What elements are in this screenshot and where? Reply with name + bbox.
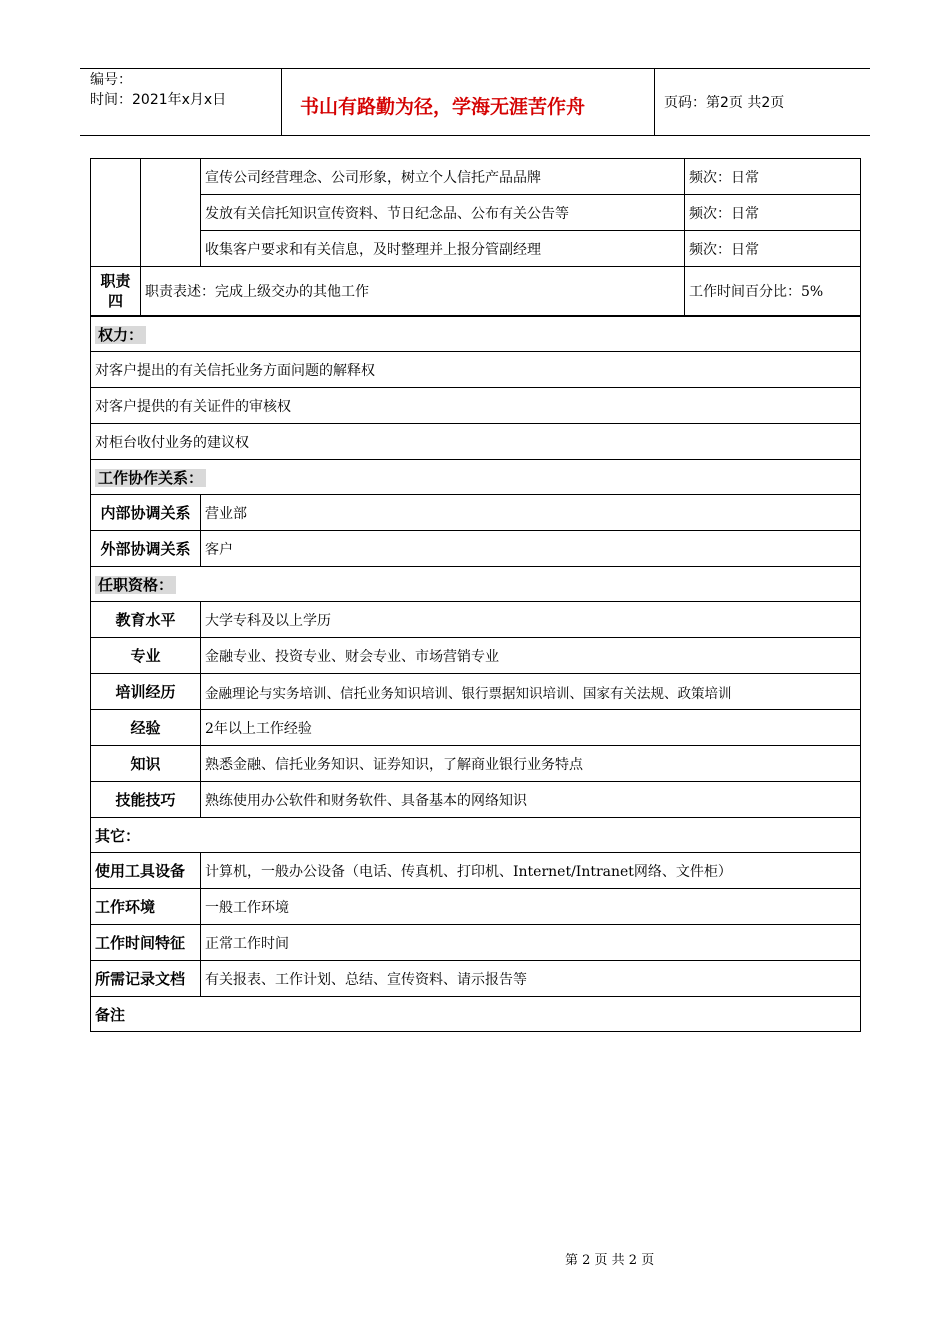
qualification-value: 熟练使用办公软件和财务软件、具备基本的网络知识 [201,782,861,818]
qualification-label: 技能技巧 [91,782,201,818]
duty-frequency: 频次：日常 [685,195,861,231]
authority-item: 对客户提出的有关信托业务方面问题的解释权 [91,352,861,388]
cooperation-value: 营业部 [201,495,861,531]
qualification-section-header [91,567,861,602]
header-number-label: 编号： [90,72,132,88]
header-top-rule [80,68,870,69]
page-footer: 第 2 页 共 2 页 [565,1253,655,1268]
qualification-title: 任职资格： [95,576,176,594]
duty-item: 发放有关信托知识宣传资料、节日纪念品、公布有关公告等 [201,195,685,231]
duties-table [90,158,861,316]
duty-item: 收集客户要求和有关信息，及时整理并上报分管副经理 [201,231,685,267]
qualification-value: 大学专科及以上学历 [201,602,861,638]
header-divider [654,68,655,135]
qualification-value: 熟悉金融、信托业务知识、证券知识，了解商业银行业务特点 [201,746,861,782]
authority-item: 对柜台收付业务的建议权 [91,424,861,460]
qualification-value: 2年以上工作经验 [201,710,861,746]
qualification-label: 专业 [91,638,201,674]
qualification-value: 金融专业、投资专业、财会专业、市场营销专业 [201,638,861,674]
duty-four-time: 工作时间百分比：5% [685,267,861,316]
duty-frequency: 频次：日常 [685,231,861,267]
cooperation-title: 工作协作关系： [95,469,206,487]
duty-frequency: 频次：日常 [685,159,861,195]
header-divider [281,68,282,135]
cooperation-label: 内部协调关系 [91,495,201,531]
duty-four-description: 职责表述：完成上级交办的其他工作 [141,267,685,316]
other-label: 工作时间特征 [91,925,201,961]
other-label: 工作环境 [91,889,201,925]
other-title: 其它： [95,826,141,845]
header-motto: 书山有路勤为径，学海无涯苦作舟 [300,96,586,118]
other-value: 计算机，一般办公设备（电话、传真机、打印机、Internet/Intranet网络、文件柜） [201,853,861,889]
other-value: 正常工作时间 [201,925,861,961]
header-bottom-rule [80,135,870,136]
authority-title: 权力： [95,326,146,344]
header-time-label: 时间：2021年x月x日 [90,92,227,108]
header-page-label: 页码：第2页 共2页 [664,95,785,111]
duty-label-cell [91,159,141,267]
authority-item: 对客户提供的有关证件的审核权 [91,388,861,424]
duty-four-label-line2: 四 [107,292,123,310]
other-label: 所需记录文档 [91,961,201,997]
other-label: 使用工具设备 [91,853,201,889]
duty-empty-cell [141,159,201,267]
duty-four-label [91,267,141,316]
qualification-value: 金融理论与实务培训、信托业务知识培训、银行票据知识培训、国家有关法规、政策培训 [201,674,861,710]
cooperation-section-header [91,460,861,495]
qualification-label: 经验 [91,710,201,746]
duty-item: 宣传公司经营理念、公司形象，树立个人信托产品品牌 [201,159,685,195]
cooperation-label: 外部协调关系 [91,531,201,567]
qualification-label: 知识 [91,746,201,782]
remark-row: 备注 [91,997,861,1032]
duty-four-label-line1: 职责 [100,272,131,290]
info-table [90,316,861,1032]
qualification-label: 教育水平 [91,602,201,638]
other-section-header [91,818,861,853]
qualification-label: 培训经历 [91,674,201,710]
other-value: 一般工作环境 [201,889,861,925]
cooperation-value: 客户 [201,531,861,567]
authority-section-header [91,317,861,352]
other-value: 有关报表、工作计划、总结、宣传资料、请示报告等 [201,961,861,997]
